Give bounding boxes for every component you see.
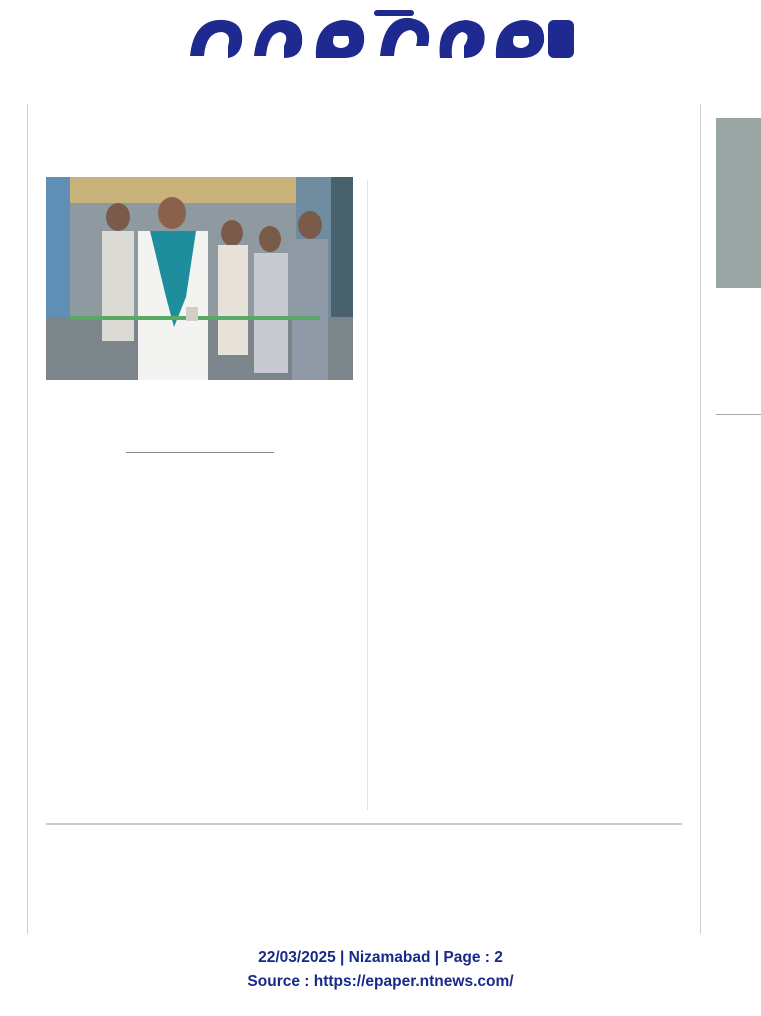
footer-source-link[interactable]: Source : https://epaper.ntnews.com/ [247,973,514,990]
second-article-body-left [46,894,353,934]
column-divider-right [700,104,701,934]
article-body-left [46,476,353,782]
masthead [0,0,761,90]
second-article-headline [46,838,682,890]
article-headline-box [70,104,660,156]
page-footer [0,946,761,994]
footer-edition-info: 22/03/2025 | Nizamabad | Page : 2 [258,949,503,966]
photo-caption [46,393,353,453]
article-body-right-1 [378,174,682,531]
right-edge-column [716,104,761,934]
article-column-divider [367,180,368,810]
ribbon-cutting-photo [46,177,353,380]
article-body-right-2 [378,558,682,812]
column-divider-left [27,104,28,934]
left-edge-column [0,104,22,934]
newspaper-logo [184,6,580,68]
article-separator [46,823,682,825]
article-photo [46,177,353,380]
second-article-body-right [378,894,682,934]
right-col-photo [716,118,761,288]
left-edge-text [0,104,22,170]
